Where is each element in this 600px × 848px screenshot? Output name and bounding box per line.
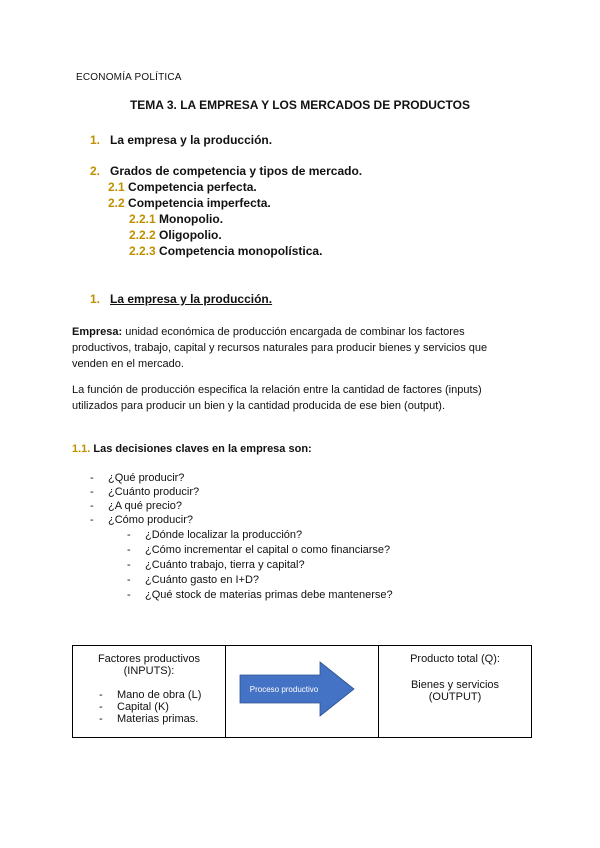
dash-bullet: - <box>127 544 131 556</box>
toc-item-1 <box>90 133 272 147</box>
toc-label: Monopolio. <box>159 212 224 226</box>
toc-item-2-2 <box>108 196 271 210</box>
production-flow-table <box>72 645 532 738</box>
list-item: - ¿A qué precio? <box>90 500 182 512</box>
list-item: - ¿Cuánto producir? <box>90 486 200 498</box>
output-title: Producto total (Q): <box>410 653 500 665</box>
paragraph-line: La función de producción especifica la relación entre la cantidad de factores (inputs) <box>72 384 482 396</box>
document-header: ECONOMÍA POLÍTICA <box>76 72 182 83</box>
section-label: La empresa y la producción. <box>110 292 273 306</box>
toc-item-2-2-2 <box>129 228 222 242</box>
toc-item-2-2-1 <box>129 212 223 226</box>
dash-bullet: - <box>127 529 131 541</box>
sub-list-item: - ¿Dónde localizar la producción? <box>127 529 303 541</box>
dash-bullet: - <box>127 574 131 586</box>
list-item: - ¿Cómo producir? <box>90 514 193 526</box>
toc-label: Competencia monopolística. <box>159 244 323 258</box>
toc-label: Competencia imperfecta. <box>128 196 271 210</box>
inputs-cell <box>73 646 226 738</box>
process-arrow <box>226 646 378 734</box>
process-cell <box>226 646 379 738</box>
toc-label: Competencia perfecta. <box>128 180 257 194</box>
section-heading <box>90 292 272 306</box>
process-label: Proceso productivo <box>249 685 319 694</box>
toc-number: 2.2.3 <box>129 244 156 258</box>
toc-label: La empresa y la producción. <box>110 133 273 147</box>
subsection-number: 1.1. <box>72 443 91 455</box>
dash-bullet: - <box>127 589 131 601</box>
output-cell <box>379 646 532 738</box>
input-item: - Materias primas. <box>99 713 199 725</box>
output-line: Bienes y servicios <box>410 679 500 691</box>
definition-line: venden en el mercado. <box>72 358 184 370</box>
dash-bullet: - <box>90 500 94 512</box>
toc-number: 2. <box>90 164 101 178</box>
input-item: - Capital (K) <box>99 701 169 713</box>
dash-bullet: - <box>90 486 94 498</box>
empresa-definition <box>72 324 512 372</box>
output-line: (OUTPUT) <box>428 691 482 703</box>
list-item: - ¿Qué producir? <box>90 472 185 484</box>
toc-number: 2.2.2 <box>129 228 156 242</box>
sub-list-item: - ¿Cómo incrementar el capital o como financiarse? <box>127 544 391 556</box>
dash-bullet: - <box>90 514 94 526</box>
toc-number: 2.1 <box>108 180 125 194</box>
toc-item-2-1 <box>108 180 257 194</box>
sub-list-item: - ¿Qué stock de materias primas debe mantenerse? <box>127 589 393 601</box>
definition-term: Empresa: <box>72 326 123 338</box>
definition-line: unidad económica de producción encargada de combinar los factores <box>125 326 465 338</box>
toc-item-2 <box>90 164 362 178</box>
toc-number: 2.2 <box>108 196 125 210</box>
page-title: TEMA 3. LA EMPRESA Y LOS MERCADOS DE PRODUCTOS <box>129 98 471 112</box>
toc-label: Oligopolio. <box>159 228 222 242</box>
subsection-heading <box>72 443 312 455</box>
inputs-list <box>73 689 225 725</box>
toc-number: 1. <box>90 133 101 147</box>
input-item: - Mano de obra (L) <box>99 689 202 701</box>
toc-label: Grados de competencia y tipos de mercado. <box>110 164 363 178</box>
sub-list-item: - ¿Cuánto trabajo, tierra y capital? <box>127 559 305 571</box>
paragraph-line: utilizados para producir un bien y la cantidad producida de ese bien (output). <box>72 400 446 412</box>
inputs-subtitle: (INPUTS): <box>123 665 175 677</box>
definition-line: productivos, trabajo, capital y recursos naturales para producir bienes y servicios que <box>72 342 488 354</box>
inputs-title: Factores productivos <box>97 653 201 665</box>
production-function-paragraph <box>72 382 512 414</box>
section-number: 1. <box>90 292 101 306</box>
sub-list-item: - ¿Cuánto gasto en I+D? <box>127 574 260 586</box>
subsection-label: Las decisiones claves en la empresa son: <box>93 443 312 455</box>
toc-item-2-2-3 <box>129 244 322 258</box>
dash-bullet: - <box>127 559 131 571</box>
toc-number: 2.2.1 <box>129 212 156 226</box>
dash-bullet: - <box>90 472 94 484</box>
